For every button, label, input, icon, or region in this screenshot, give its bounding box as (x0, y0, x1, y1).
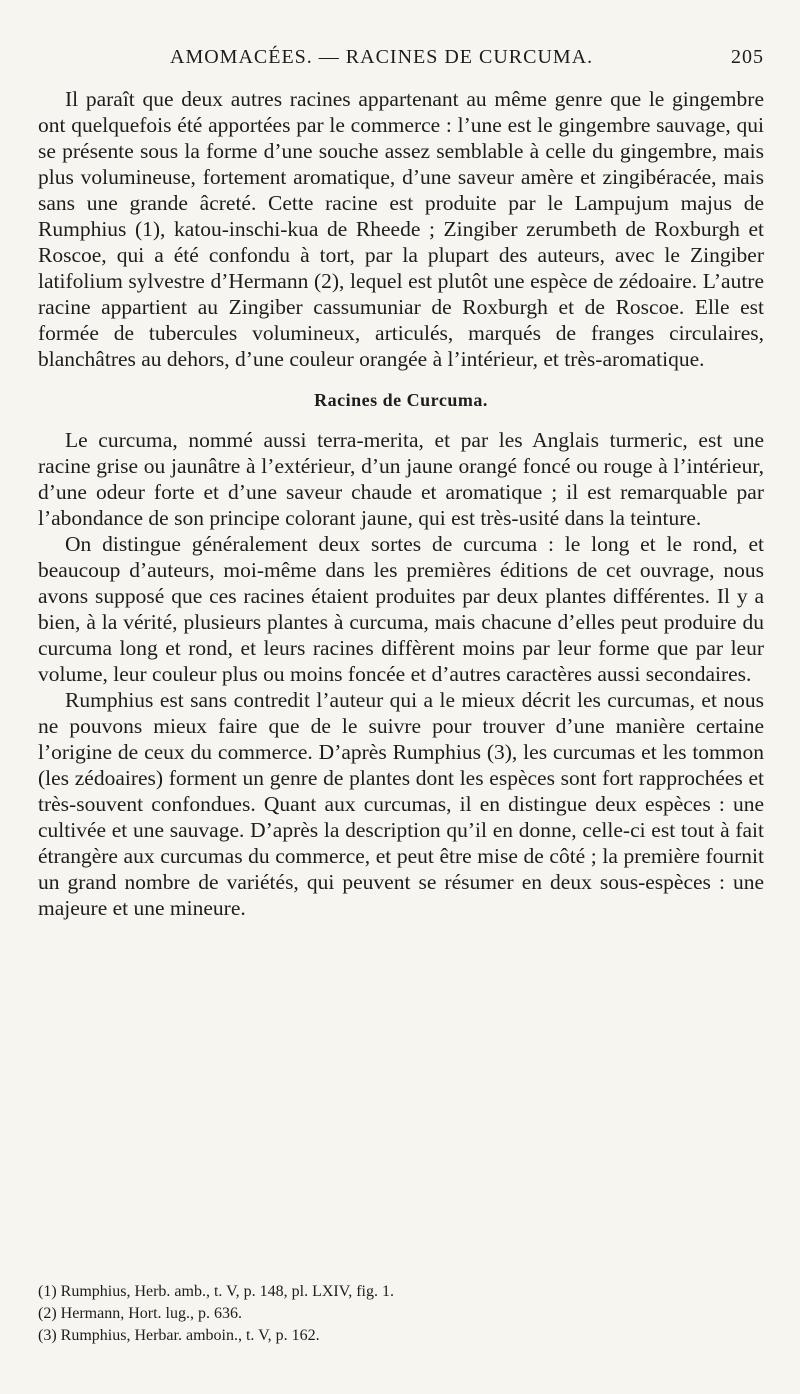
page-header (38, 46, 764, 76)
section-heading: Racines de Curcuma. (314, 390, 488, 410)
page-number: 205 (731, 46, 764, 68)
body-text (38, 86, 764, 921)
paragraph-curcuma-varieties: On distingue généralement deux sortes de curcuma : le long et le rond, et beaucoup d’auteurs, moi-même dans les premières éditions de cet ouvrage, nous avons supposé que ces racines étaient produites par deux plantes différentes. Il y a bien, à la vérité, plusieurs plantes à curcuma, mais chacune d’elles peut produire du curcuma long et rond, et leurs racines diffèrent moins par leur forme que par leur volume, leur couleur plus ou moins foncée et d’autres caractères aussi secondaires. (38, 532, 764, 686)
paragraph-rumphius: Rumphius est sans contredit l’auteur qui a le mieux décrit les curcumas, et nous ne pouvons mieux faire que de le suivre pour trouver d’une manière certaine l’origine de ceux du commerce. D’après Rumphius (3), les curcumas et les tommon (les zédoaires) forment un genre de plantes dont les espèces sont fort rapprochées et très-souvent confondues. Quant aux curcumas, il en distingue deux espèces : une cultivée et une sauvage. D’après la description qu’il en donne, celle-ci est tout à fait étrangère aux curcumas du commerce, et peut être mise de côté ; la première fournit un grand nombre de variétés, qui peuvent se résumer en deux sous-espèces : une majeure et une mineure. (38, 688, 764, 920)
paragraph-ginger-roots: Il paraît que deux autres racines appartenant au même genre que le gingembre ont quelquefois été apportées par le commerce : l’une est le gingembre sauvage, qui se présente sous la forme d’une souche assez semblable à celle du gingembre, mais plus volumineuse, fortement aromatique, d’une saveur amère et zingibéracée, mais sans une grande âcreté. Cette racine est produite par le Lampujum majus de Rumphius (1), katou-inschi-kua de Rheede ; Zingiber zerumbeth de Roxburgh et Roscoe, qui a été confondu à tort, par la plupart des auteurs, avec le Zingiber latifolium sylvestre d’Hermann (2), lequel est plutôt une espèce de zédoaire. L’autre racine appartient au Zingiber cassumuniar de Roxburgh et de Roscoe. Elle est formée de tubercules volumineux, articulés, marqués de franges circulaires, blanchâtres au dehors, d’une couleur orangée à l’intérieur, et très-aromatique. (38, 87, 764, 371)
footnote-1: (1) Rumphius, Herb. amb., t. V, p. 148, pl. LXIV, fig. 1. (38, 1283, 394, 1300)
footnote-3: (3) Rumphius, Herbar. amboin., t. V, p. 162. (38, 1327, 320, 1344)
running-title: AMOMACÉES. — RACINES DE CURCUMA. (170, 46, 594, 68)
footnotes (38, 1281, 764, 1347)
paragraph-curcuma-description: Le curcuma, nommé aussi terra-merita, et par les Anglais turmeric, est une racine grise ou jaunâtre à l’extérieur, d’un jaune orangé foncé ou rouge à l’intérieur, d’une odeur forte et d’une saveur chaude et aromatique ; il est remarquable par l’abondance de son principe colorant jaune, qui est très-usité dans la teinture. (38, 428, 764, 530)
footnote-2: (2) Hermann, Hort. lug., p. 636. (38, 1305, 242, 1322)
